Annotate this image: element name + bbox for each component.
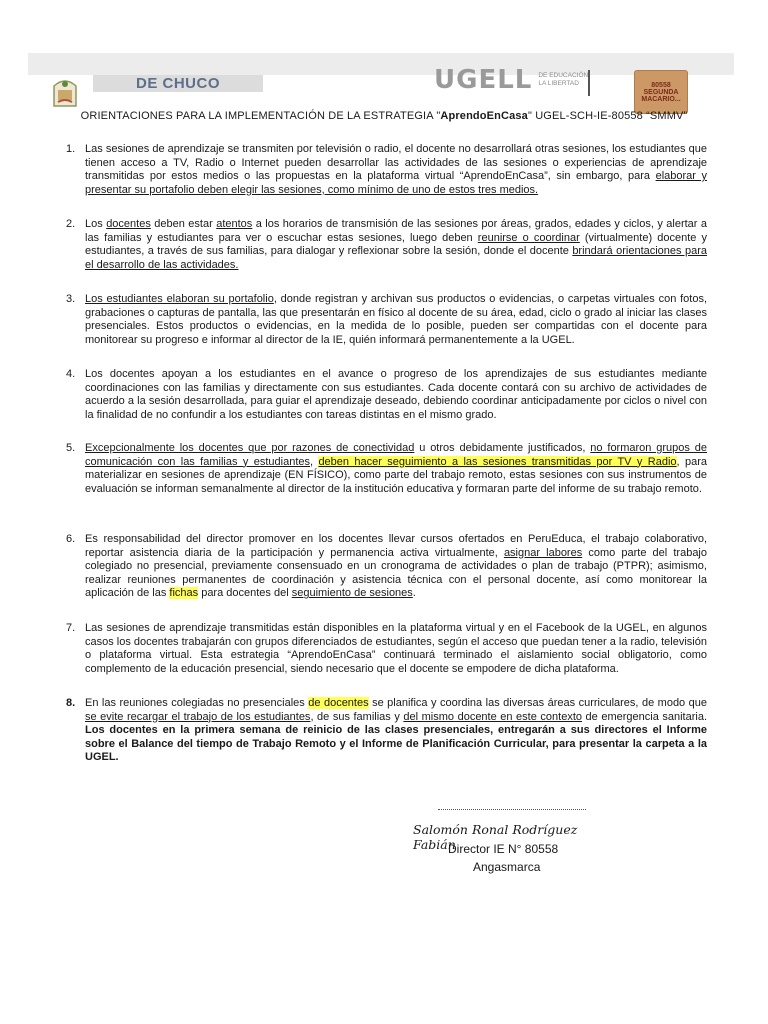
item-text-part: (virtualmente) docente y estudiantes, a través de sus familias, para dialogar y reflexionar sobre la sesión, donde el docente — [85, 231, 707, 258]
item-highlighted-text: fichas — [169, 587, 199, 600]
signature-title: Director IE N° 80558 — [448, 842, 559, 856]
item-text-part: , — [310, 455, 319, 468]
item-text-part: se planifica y coordina las diversas áreas curriculares, de modo que — [368, 697, 707, 709]
item-text — [85, 533, 707, 601]
item-text-part: Los — [85, 218, 107, 230]
signature-line — [438, 809, 586, 810]
school-crest-icon — [50, 72, 80, 112]
item-number: 4. — [66, 368, 76, 380]
title-bold: AprendoEnCasa — [440, 110, 528, 122]
item-underlined-text: del mismo docente en este contexto — [403, 710, 582, 723]
badge-line-3: MACARIO... — [641, 95, 681, 103]
item-text-part: , de sus familias y — [310, 710, 404, 723]
header-divider — [588, 70, 590, 96]
item-text-part: deben estar — [150, 218, 217, 230]
item-underlined-text: reunirse o coordinar — [477, 231, 580, 244]
item-number: 6. — [66, 533, 76, 545]
ugel-chuco-label: DE CHUCO — [93, 75, 263, 92]
ugel-logo-word: UGELL — [434, 65, 533, 95]
item-text-part: , para materializar en sesiones de aprendizaje (EN FÍSICO), como parte del trabajo remoto, estas sesiones con sus instrumentos de evaluación se informan semanalmente al director de la institución educativa y formaran parte del informe de su trabajo remoto. — [85, 455, 707, 495]
item-text — [85, 368, 707, 422]
item-underlined-text: se evite recargar el trabajo de los estudiantes — [85, 710, 311, 723]
title-prefix: ORIENTACIONES PARA LA IMPLEMENTACIÓN DE LA ESTRATEGIA " — [80, 110, 441, 122]
item-underlined-text: seguimiento de sesiones — [291, 587, 413, 600]
item-underlined-text: asignar labores — [503, 546, 583, 559]
item-text — [85, 218, 707, 272]
item-number: 7. — [66, 622, 76, 634]
item-text — [85, 143, 707, 197]
item-underlined-text: elaborar y presentar su portafolio deben elegir las sesiones, como mínimo de uno de estos tres medios. — [85, 170, 708, 196]
item-underlined-text: brindará orientaciones para el desarrollo de las actividades. — [85, 245, 707, 271]
item-text — [85, 697, 707, 765]
item-underlined-text: docentes — [106, 218, 151, 230]
item-text-part: Es responsabilidad del director promover en los docentes llevar cursos ofertados en PeruEduca, el trabajo colaborativo, reportar asistencia diaria de la participación y permanencia activa virtualmente, — [85, 533, 707, 559]
badge-line-1: 80558 — [651, 81, 671, 89]
item-underlined-text: atentos — [216, 218, 253, 230]
header-band — [28, 53, 734, 75]
ugel-logo — [434, 67, 588, 93]
item-bold-text: Los docentes en la primera semana de reinicio de las clases presenciales, entregarán a sus directores el Informe sobre el Balance del tiempo de Trabajo Remoto y el Informe de Planificación Curricular, para presentar la carpeta a la UGEL. — [85, 724, 707, 764]
item-highlighted-text: deben hacer seguimiento a las sesiones transmitidas por TV y Radio — [318, 455, 677, 468]
item-text-part: , donde registran y archivan sus productos o evidencias, o carpetas virtuales con fotos, grabaciones o capturas de pantalla, las que presentarán en físico al docente de su área, edad, ciclo o grado al iniciar las clases presenciales. Estos productos o evidencias, en la medida de lo posible, pueden ser compartidas con el docente para monitorear su progreso e informar al director de la IE, quién informará permanentemente a la UGEL. — [85, 293, 707, 346]
item-text-part: de emergencia sanitaria. — [582, 710, 708, 723]
signature-name: Salomón Ronal Rodríguez Fabián — [413, 822, 578, 852]
ugel-sub-line-1: DE EDUCACIÓN — [538, 72, 589, 79]
item-text-part: Las sesiones de aprendizaje transmitidas están disponibles en la plataforma virtual y en el Facebook de la UGEL, en algunos casos los docentes trabajarán con grupos diferenciados de estudiantes, según el acceso que puedan tener a la radio, televisión o plataforma virtual. Esta estrategia “AprendoEnCasa” continuará terminado el aislamiento social obligatorio, como complemento de la educación presencial, siendo necesario que el docente se empodere de dicha plataforma. — [85, 622, 707, 675]
item-text-part: Las sesiones de aprendizaje se transmiten por televisión o radio, el docente no desarrollará otras sesiones, los estudiantes que tienen acceso a TV, Radio o Internet pueden desarrollar las actividades de las sesiones o experiencias de aprendizaje transmitidas por estos medios o las propuestas en la plataforma virtual “AprendoEnCasa”, sin embargo, para — [85, 143, 707, 183]
item-text-part: u otros debidamente justificados, — [414, 442, 591, 454]
title-suffix: " UGEL-SCH-IE-80558 “SMMV” — [527, 110, 688, 122]
item-number: 8. — [66, 697, 76, 709]
item-number: 3. — [66, 293, 76, 305]
ugel-sub-line-2: LA LIBERTAD — [538, 80, 579, 87]
item-number: 1. — [66, 143, 76, 155]
item-highlighted-text: de docentes — [308, 697, 369, 709]
school-badge-logo — [634, 70, 688, 114]
item-text — [85, 622, 707, 676]
item-text-part: para docentes del — [198, 587, 292, 600]
item-text — [85, 442, 707, 496]
document-title — [0, 110, 768, 122]
item-underlined-text: Los estudiantes elaboran su portafolio — [85, 293, 274, 305]
item-text-part: En las reuniones colegiadas no presenciales — [85, 697, 309, 709]
item-underlined-text: no formaron grupos de comunicación con las familias y estudiantes — [85, 442, 707, 468]
item-text-part: a los horarios de transmisión de las sesiones por áreas, grados, edades y ciclos, y alertar a las familias y estudiantes para ver o escuchar estas sesiones, luego deben — [85, 218, 708, 244]
ugel-logo-subtitle — [538, 72, 588, 88]
signature-place: Angasmarca — [473, 860, 541, 874]
item-text-part: . — [412, 587, 416, 600]
item-number: 2. — [66, 218, 76, 230]
item-text-part: Los docentes apoyan a los estudiantes en el avance o progreso de los aprendizajes de sus estudiantes mediante coordinaciones con las familias y directamente con sus estudiantes. Cada docente contará con su archivo de actividades de acuerdo a la sesión desarrollada, para guiar el aprendizaje deseado, debiendo coordinar anticipadamente por ciclos o nivel con la finalidad de no confundir a los estudiantes con tareas distintas en el mismo grado. — [85, 368, 707, 421]
badge-line-2: SEGUNDA — [643, 88, 679, 96]
item-number: 5. — [66, 442, 76, 454]
item-text-part: como parte del trabajo colegiado no presencial, previamente consensuado en un cronograma de actividades o plan de trabajo (PTPR); asimismo, realizar reuniones permanentes de coordinación y asistencia técnica con el personal docente, así como monitorear la aplicación de las — [85, 546, 707, 600]
item-underlined-text: Excepcionalmente los docentes que por razones de conectividad — [85, 442, 415, 454]
item-text — [85, 293, 707, 347]
